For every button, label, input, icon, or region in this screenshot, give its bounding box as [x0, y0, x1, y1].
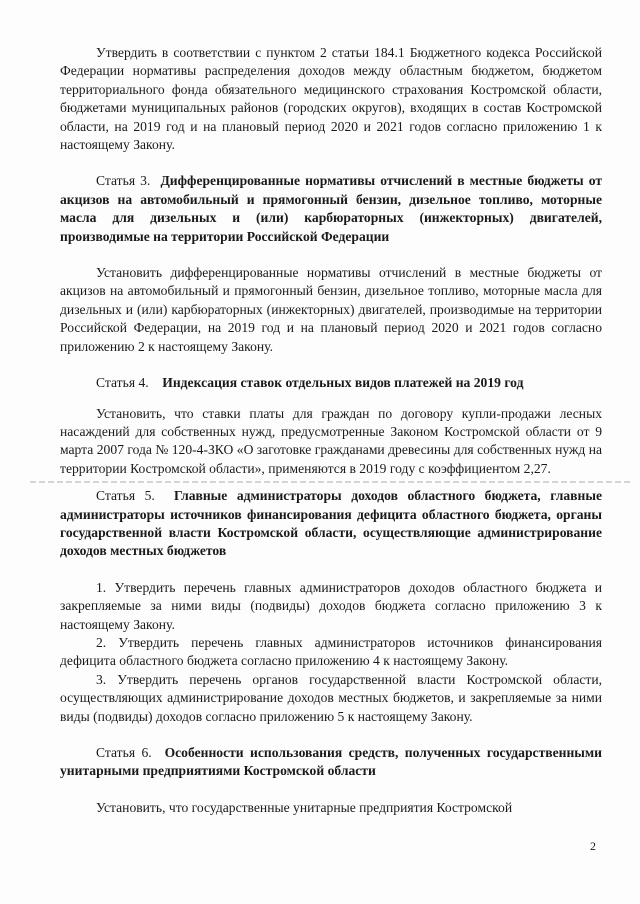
article-6-paragraph: Установить, что государственные унитарные предприятия Костромской: [96, 799, 513, 815]
article-5-heading: [60, 487, 602, 561]
article-4-heading: [60, 374, 602, 392]
article-5-item-2: 2. Утвердить перечень главных администраторов источников финансирования дефицита областного бюджета согласно приложению 4 к настоящему Закону.: [60, 634, 602, 669]
scan-artifact-line: [30, 481, 632, 483]
article-5-item-3: 3. Утвердить перечень органов государственной власти Костромской области, осуществляющих администрирование доходов местных бюджетов, и закрепляемые за ними виды (подвиды) доходов согласно приложению 5 к настоящему Закону.: [60, 671, 602, 724]
article-5-title: Главные администраторы доходов областного бюджета, главные администраторы источников финансирования дефицита областного бюджета, органы государственной власти Костромской области, осуществляющие администрирование доходов местных бюджетов: [60, 488, 602, 559]
article-4-number: Статья 4.: [96, 375, 149, 391]
intro-paragraph: Утвердить в соответствии с пунктом 2 статьи 184.1 Бюджетного кодекса Российской Федерации нормативы распределения доходов между областным бюджетом, бюджетом территориального фонда обязательного медицинского страхования Костромской области, бюджетами муниципальных районов (городских округов), входящих в состав Костромской области, на 2019 год и на плановый период 2020 и 2021 годов согласно приложению 1 к настоящему Закону.: [60, 45, 602, 153]
page-number: 2: [590, 839, 596, 853]
article-4-paragraph: Установить, что ставки платы для граждан по договору купли-продажи лесных насаждений для собственных нужд, предусмотренные Законом Костромской области от 9 марта 2007 года № 120-4-ЗКО «О заготовке гражданами древесины для собственных нужд на территории Костромской области», применяются в 2019 году с коэффициентом 2,27.: [60, 405, 602, 476]
article-3-heading: [60, 172, 602, 246]
article-6-number: Статья 6.: [96, 745, 152, 760]
article-5-number: Статья 5.: [96, 488, 155, 504]
article-3-number: Статья 3.: [96, 173, 151, 189]
article-6-heading: [60, 744, 602, 781]
article-5-item-1: 1. Утвердить перечень главных администраторов доходов областного бюджета и закрепляемые за ними виды (подвиды) доходов бюджета согласно приложению 3 к настоящему Закону.: [60, 579, 602, 632]
article-3-paragraph: Установить дифференцированные нормативы отчислений в местные бюджеты от акцизов на автомобильный и прямогонный бензин, дизельное топливо, моторные масла для дизельных и (или) карбюраторных (инжекторных) двигателей, производимые на территории Российской Федерации, на 2019 год и на плановый период 2020 и 2021 годов согласно приложению 2 к настоящему Закону.: [60, 265, 602, 354]
article-6-title: Особенности использования средств, полученных государственными унитарными предприятиями Костромской области: [60, 745, 602, 779]
article-4-title: Индексация ставок отдельных видов платежей на 2019 год: [162, 375, 524, 391]
article-3-title: Дифференцированные нормативы отчислений в местные бюджеты от акцизов на автомобильный и прямогонный бензин, дизельное топливо, моторные масла для дизельных и (или) карбюраторных (инжекторных) двигателей, производимые на территории Российской Федерации: [60, 173, 602, 244]
